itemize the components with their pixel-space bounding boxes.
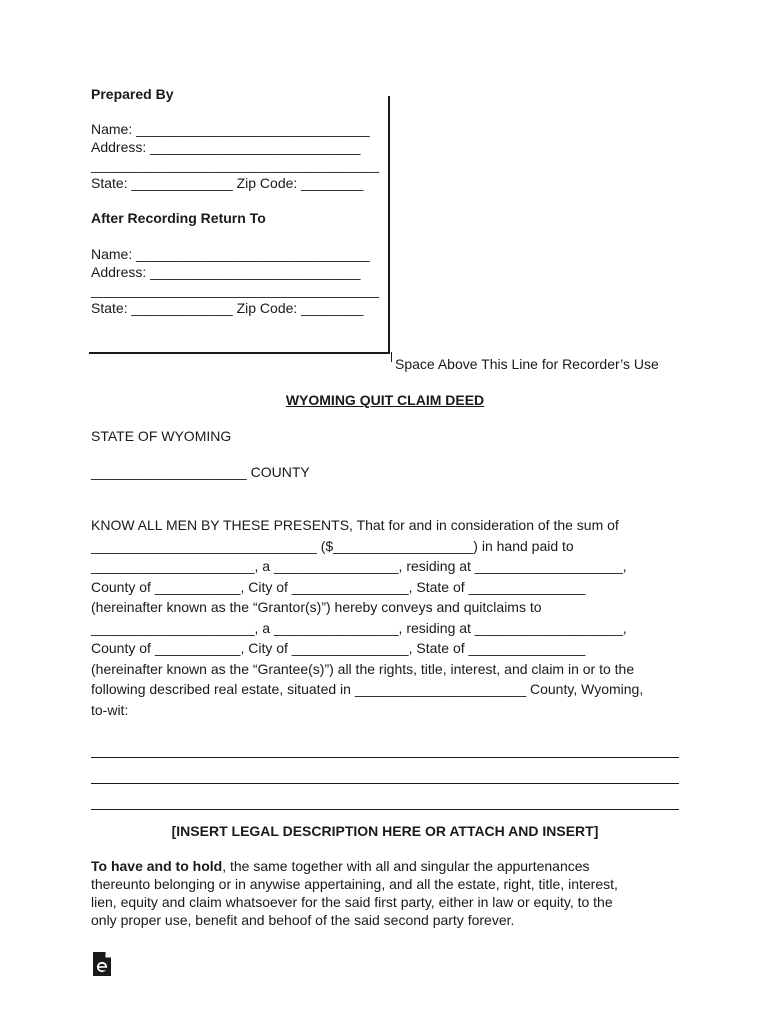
prepared-by-state-zip-field[interactable]: State: _____________ Zip Code: ________ [91, 175, 364, 191]
body-line: (hereinafter known as the “Grantor(s)”) hereby conveys and quitclaims to [91, 599, 542, 615]
return-to-address-line2[interactable]: _____________________________________ [91, 282, 380, 298]
body-line: KNOW ALL MEN BY THESE PRESENTS, That for and in consideration of the sum of [91, 517, 619, 533]
prepared-by-name-field[interactable]: Name: ______________________________ [91, 121, 370, 137]
body-line: to-wit: [91, 702, 129, 718]
legal-description-line-2[interactable] [91, 783, 679, 784]
habendum-text: , the same together with all and singular the appurtenances [222, 858, 590, 874]
body-line[interactable]: _____________________, a ________________, residing at ___________________, [91, 620, 627, 636]
return-to-state-zip-field[interactable]: State: _____________ Zip Code: ________ [91, 300, 364, 316]
recorder-vertical-rule [388, 96, 390, 354]
legal-description-line-3[interactable] [91, 809, 679, 810]
legal-description-placeholder: [INSERT LEGAL DESCRIPTION HERE OR ATTACH AND INSERT] [171, 823, 599, 839]
return-to-name-field[interactable]: Name: ______________________________ [91, 246, 370, 262]
recorder-note: Space Above This Line for Recorder’s Use [395, 356, 659, 372]
body-line[interactable]: County of ___________, City of _______________, State of _______________ [91, 640, 586, 656]
prepared-by-address-line2[interactable]: _____________________________________ [91, 157, 380, 173]
habendum-line-2: thereunto belonging or in anywise appertaining, and all the estate, right, title, interest, [91, 876, 618, 892]
state-line: STATE OF WYOMING [91, 428, 232, 444]
return-to-heading: After Recording Return To [91, 210, 266, 226]
recorder-tick [391, 352, 392, 362]
body-line[interactable]: County of ___________, City of _______________, State of _______________ [91, 579, 586, 595]
habendum-lead: To have and to hold [91, 858, 223, 874]
habendum-line-4: only proper use, benefit and behoof of the said second party forever. [91, 912, 515, 928]
prepared-by-heading: Prepared By [91, 86, 174, 102]
body-line: (hereinafter known as the “Grantee(s)”) all the rights, title, interest, and claim in or to the [91, 661, 635, 677]
eforms-logo-icon [93, 952, 111, 976]
body-line[interactable]: following described real estate, situated in ______________________ County, Wyoming, [91, 681, 644, 697]
document-title: WYOMING QUIT CLAIM DEED [285, 392, 485, 408]
recorder-horizontal-rule [89, 352, 390, 354]
prepared-by-address-field[interactable]: Address: ___________________________ [91, 139, 361, 155]
habendum-line-1 [91, 857, 590, 875]
county-field[interactable]: ____________________ COUNTY [91, 464, 310, 480]
habendum-line-3: lien, equity and claim whatsoever for the said first party, either in law or equity, to the [91, 894, 613, 910]
legal-description-line-1[interactable] [91, 757, 679, 758]
body-line[interactable]: _____________________, a ________________, residing at ___________________, [91, 558, 627, 574]
return-to-address-field[interactable]: Address: ___________________________ [91, 264, 361, 280]
body-line[interactable]: _____________________________ ($__________________) in hand paid to [91, 538, 574, 554]
